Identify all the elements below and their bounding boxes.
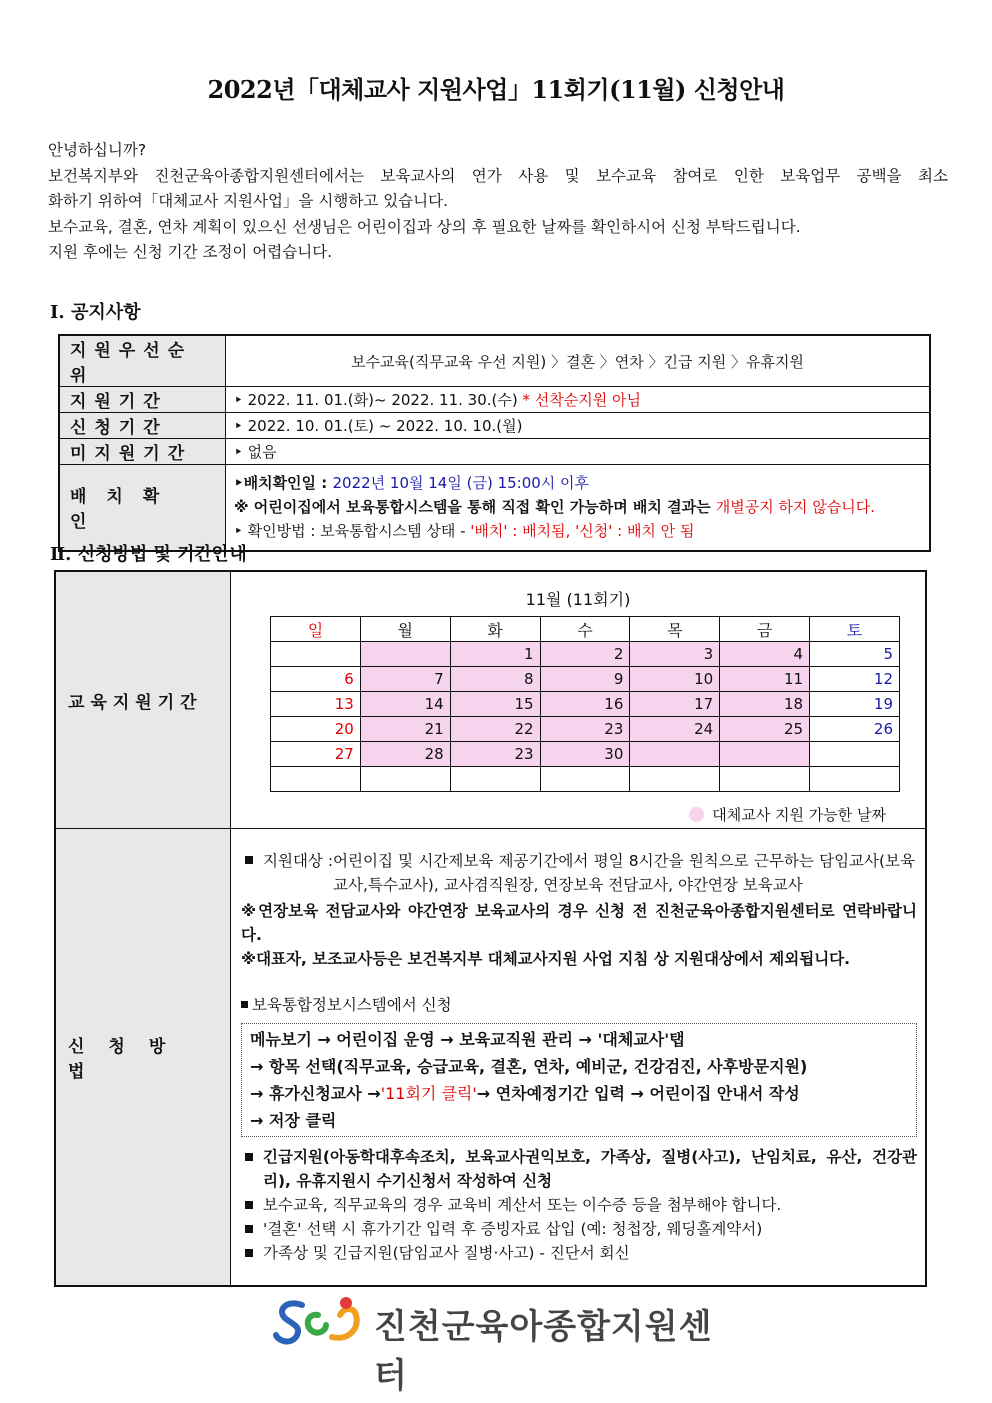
step-3-a: → 휴가신청교사 → — [250, 1084, 381, 1103]
calendar-day-cell: 24 — [630, 717, 720, 742]
calendar-body — [271, 642, 900, 792]
education-row — [55, 571, 926, 829]
calendar-week-row — [271, 667, 900, 692]
period-label: 지원기간 — [59, 387, 226, 413]
calendar-day-cell: 13 — [271, 692, 361, 717]
calendar-day-cell — [810, 742, 900, 767]
confirm-note — [234, 495, 921, 519]
education-label: 교육지원기간 — [55, 571, 231, 829]
section-notice-heading: Ⅰ. 공지사항 — [50, 302, 141, 323]
confirm-method-text: ‣ 확인방법 : 보육통합시스템 상태 - — [234, 522, 471, 541]
calendar-day-cell: 23 — [450, 742, 540, 767]
notice-row — [59, 439, 930, 465]
step-4: → 저장 클릭 — [250, 1111, 337, 1130]
method-cell — [231, 829, 927, 1287]
notice-row — [59, 335, 930, 387]
legend-dot-icon — [689, 807, 704, 822]
intro-line: 화하기 위하여「대체교사 지원사업」을 시행하고 있습니다. — [48, 192, 449, 210]
bullet-education-docs — [241, 1193, 917, 1217]
calendar-day-cell: 2 — [540, 642, 630, 667]
nonsupport-label: 미지원기간 — [59, 439, 226, 465]
step-3-c: → 연차예정기간 입력 → 어린이집 안내서 작성 — [476, 1084, 800, 1103]
calendar-day-cell — [810, 767, 900, 792]
confirm-note-red: 개별공지 하지 않습니다. — [715, 498, 876, 517]
square-bullet-icon — [245, 1201, 253, 1209]
calendar-day-cell: 26 — [810, 717, 900, 742]
calendar-day-cell: 19 — [810, 692, 900, 717]
period-note: * 선착순지원 아님 — [522, 391, 641, 409]
steps-box — [241, 1023, 917, 1137]
confirm-label: 배치확인 — [59, 465, 226, 551]
calendar-day-cell — [540, 767, 630, 792]
notice-row — [59, 413, 930, 439]
square-bullet-icon — [241, 1001, 248, 1008]
square-bullet-icon — [245, 1225, 253, 1233]
footer-org-name: 진천군육아종합지원센터 — [374, 1307, 713, 1396]
calendar-day-cell: 4 — [720, 642, 810, 667]
bullet-family — [241, 1241, 917, 1265]
bullet-marriage — [241, 1217, 917, 1241]
calendar-week-row — [271, 692, 900, 717]
square-bullet-icon — [245, 1249, 253, 1257]
weekday-header: 수 — [540, 617, 630, 642]
calendar-day-cell: 21 — [360, 717, 450, 742]
notice-row — [59, 387, 930, 413]
weekday-header: 월 — [360, 617, 450, 642]
intro-text — [48, 138, 948, 266]
system-label: 보육통합정보시스템에서 신청 — [252, 996, 452, 1014]
calendar-legend — [232, 804, 886, 825]
greeting: 안녕하십니까? — [48, 141, 147, 159]
legend-label: 대체교사 지원 가능한 날짜 — [712, 806, 886, 824]
calendar-day-cell: 8 — [450, 667, 540, 692]
priority-value: 보수교육(직무교육 우선 지원) 〉결혼 〉연차 〉긴급 지원 〉유휴지원 — [226, 335, 931, 387]
notice-row — [59, 465, 930, 551]
calendar-day-cell: 27 — [271, 742, 361, 767]
weekday-header: 일 — [271, 617, 361, 642]
calendar-table — [270, 616, 900, 792]
page-title: 2022년「대체교사 지원사업」11회기(11월) 신청안내 — [207, 75, 785, 104]
calendar-day-cell — [450, 767, 540, 792]
calendar-day-cell: 23 — [540, 717, 630, 742]
calendar-day-cell: 10 — [630, 667, 720, 692]
target-label: 지원대상 : — [263, 852, 334, 870]
weekday-header: 토 — [810, 617, 900, 642]
intro-line: 보건복지부와 진천군육아종합지원센터에서는 보육교사의 연가 사용 및 보수교육 참여로 인한 보육업무 공백을 최소 — [48, 166, 948, 185]
calendar-week-row — [271, 642, 900, 667]
step-2: → 항목 선택(직무교육, 승급교육, 결혼, 연차, 예비군, 건강검진, 사후방문지원) — [250, 1057, 808, 1076]
section-method-heading: Ⅱ. 신청방법 및 기간안내 — [50, 544, 247, 565]
calendar-day-cell: 28 — [360, 742, 450, 767]
step-3 — [250, 1080, 908, 1107]
calendar-day-cell: 3 — [630, 642, 720, 667]
square-bullet-icon — [245, 1153, 253, 1161]
method-row — [55, 829, 926, 1287]
system-heading — [241, 993, 917, 1017]
confirm-note-text: ※ 어린이집에서 보육통합시스템을 통해 직접 확인 가능하며 배치 결과는 — [234, 498, 716, 517]
target-block — [241, 849, 917, 897]
calendar-day-cell: 30 — [540, 742, 630, 767]
bullet-education-text: 보수교육, 직무교육의 경우 교육비 계산서 또는 이수증 등을 첨부해야 합니다. — [263, 1196, 782, 1214]
period-value: ‣ 2022. 11. 01.(화)~ 2022. 11. 30.(수) — [234, 391, 518, 409]
calendar-day-cell — [630, 767, 720, 792]
calendar-day-cell: 14 — [360, 692, 450, 717]
period-cell — [226, 387, 931, 413]
footer-logo — [272, 1293, 732, 1396]
confirm-date-label: ‣배치확인일 : — [234, 474, 333, 493]
calendar-day-cell: 12 — [810, 667, 900, 692]
square-bullet-icon — [245, 856, 253, 864]
bullet-family-text: 가족상 및 긴급지원(담임교사 질병·사고) - 진단서 회신 — [263, 1244, 630, 1262]
note-excluded: ※대표자, 보조교사등은 보건복지부 대체교사지원 사업 지침 상 지원대상에서 제외됩니다. — [241, 950, 851, 968]
calendar-day-cell: 16 — [540, 692, 630, 717]
calendar-day-cell — [720, 742, 810, 767]
calendar-day-cell: 22 — [450, 717, 540, 742]
weekday-row — [271, 617, 900, 642]
step-3-b: '11회기 클릭' — [380, 1084, 477, 1103]
calendar-day-cell: 11 — [720, 667, 810, 692]
weekday-header: 화 — [450, 617, 540, 642]
calendar-day-cell: 25 — [720, 717, 810, 742]
weekday-header: 금 — [720, 617, 810, 642]
confirm-cell — [226, 465, 931, 551]
calendar-day-cell: 1 — [450, 642, 540, 667]
calendar-week-row — [271, 717, 900, 742]
calendar-day-cell — [360, 767, 450, 792]
bullet-emergency — [241, 1145, 917, 1193]
confirm-method-red: '배치' : 배치됨, '신청' : 배치 안 됨 — [470, 522, 695, 541]
apply-label: 신청기간 — [59, 413, 226, 439]
calendar-day-cell: 15 — [450, 692, 540, 717]
calendar-title: 11월 (11회기) — [525, 590, 631, 609]
target-text: 어린이집 및 시간제보육 제공기간에서 평일 8시간을 원칙으로 근무하는 담임교사(보육교사,특수교사), 교사겸직원장, 연장보육 전담교사, 야간연장 보육교사 — [333, 852, 915, 894]
calendar-day-cell: 9 — [540, 667, 630, 692]
calendar-week-row — [271, 767, 900, 792]
confirm-method — [234, 519, 921, 543]
calendar-day-cell — [271, 767, 361, 792]
calendar-day-cell: 7 — [360, 667, 450, 692]
priority-label: 지원우선순위 — [59, 335, 226, 387]
notice-table — [58, 334, 931, 552]
bullet-marriage-text: '결혼' 선택 시 휴가기간 입력 후 증빙자료 삽입 (예: 청첩장, 웨딩홀계약서) — [263, 1220, 763, 1238]
calendar-day-cell: 5 — [810, 642, 900, 667]
calendar-day-cell: 17 — [630, 692, 720, 717]
calendar-day-cell — [271, 642, 361, 667]
calendar-day-cell — [630, 742, 720, 767]
target-label-wrap — [241, 849, 333, 897]
intro-line: 보수교육, 결혼, 연차 계획이 있으신 선생님은 어린이집과 상의 후 필요한 날짜를 확인하시어 신청 부탁드립니다. — [48, 217, 801, 236]
note-extended-teachers: ※연장보육 전담교사와 야간연장 보육교사의 경우 신청 전 진천군육아종합지원센터로 연락바랍니다. — [241, 902, 917, 944]
step-1: 메뉴보기 → 어린이집 운영 → 보육교직원 관리 → '대체교사'탭 — [250, 1030, 685, 1049]
intro-line: 지원 후에는 신청 기간 조정이 어렵습니다. — [48, 243, 333, 261]
application-table — [54, 570, 927, 1287]
weekday-header: 목 — [630, 617, 720, 642]
nonsupport-value: ‣ 없음 — [226, 439, 931, 465]
apply-value: ‣ 2022. 10. 01.(토) ~ 2022. 10. 10.(월) — [226, 413, 931, 439]
calendar-day-cell: 6 — [271, 667, 361, 692]
calendar-week-row — [271, 742, 900, 767]
center-logo-icon — [272, 1293, 368, 1349]
calendar-cell — [231, 571, 927, 829]
method-label: 신청방법 — [55, 829, 231, 1287]
calendar-day-cell — [360, 642, 450, 667]
confirm-date — [234, 471, 921, 495]
calendar-day-cell — [720, 767, 810, 792]
calendar-day-cell: 18 — [720, 692, 810, 717]
calendar-day-cell: 20 — [271, 717, 361, 742]
bullet-emergency-text: 긴급지원(아동학대후속조치, 보육교사권익보호, 가족상, 질병(사고), 난임치료, 유산, 건강관리), 유휴지원시 수기신청서 작성하여 신청 — [263, 1148, 917, 1190]
confirm-date-value: 2022년 10월 14일 (금) 15:00시 이후 — [332, 474, 590, 493]
